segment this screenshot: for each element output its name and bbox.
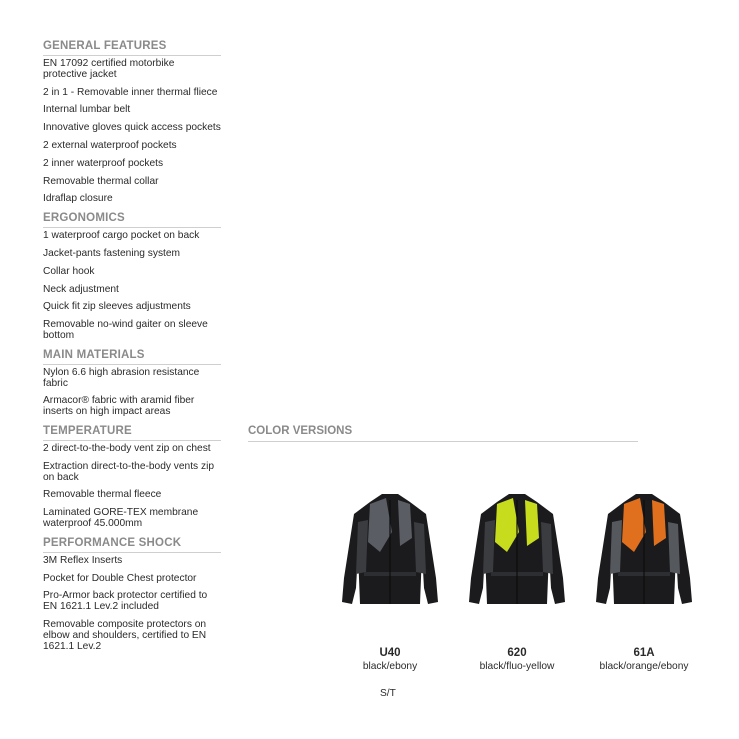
size-label: S/T [380, 688, 396, 699]
section-title: ERGONOMICS [43, 212, 221, 228]
section-temperature [43, 425, 221, 530]
variant-code: 620 [507, 647, 527, 659]
spec-item: Pro-Armor back protector certified to EN 1621.1 Lev.2 included [43, 590, 208, 613]
spec-item: 2 external waterproof pockets [43, 139, 177, 151]
section-general-features [43, 40, 221, 205]
section-performance-shock [43, 537, 221, 653]
section-title: GENERAL FEATURES [43, 40, 221, 56]
spec-item: Collar hook [43, 265, 95, 277]
section-ergonomics [43, 212, 221, 342]
spec-item: Removable composite protectors on elbow and shoulders, certified to EN 1621.1 Lev.2 [43, 618, 207, 652]
spec-item: 2 inner waterproof pockets [43, 157, 164, 169]
spec-item: Internal lumbar belt [43, 104, 131, 116]
jacket-image [340, 492, 440, 610]
spec-item: Removable thermal collar [43, 175, 159, 187]
variant-color-name: black/orange/ebony [599, 661, 689, 672]
color-variant [584, 492, 704, 673]
color-variant [330, 492, 450, 673]
spec-item: Laminated GORE-TEX membrane waterproof 45.000mm [43, 507, 199, 529]
spec-item: Removable thermal fleece [43, 489, 162, 501]
spec-item: Extraction direct-to-the-body vents zip on back [43, 460, 214, 483]
spec-item: EN 17092 certified motorbike protective jacket [43, 58, 175, 80]
section-title: PERFORMANCE SHOCK [43, 537, 221, 553]
spec-item: 2 in 1 - Removable inner thermal fliece [43, 86, 218, 98]
variant-code: U40 [379, 647, 401, 659]
color-variant [457, 492, 577, 673]
color-versions-title: COLOR VERSIONS [248, 425, 638, 442]
variant-color-name: black/fluo-yellow [479, 661, 555, 672]
spec-item: 1 waterproof cargo pocket on back [43, 230, 200, 242]
spec-item: Armacor® fabric with aramid fiber inserts on high impact areas [43, 395, 195, 418]
spec-item: Quick fit zip sleeves adjustments [43, 301, 191, 313]
section-main-materials [43, 349, 221, 418]
spec-item: Nylon 6.6 high abrasion resistance fabric [43, 366, 200, 389]
spec-item: Idraflap closure [43, 193, 113, 205]
spec-list [43, 40, 221, 659]
spec-item: Pocket for Double Chest protector [43, 572, 197, 584]
jacket-image [467, 492, 567, 610]
spec-item: Removable no-wind gaiter on sleeve bottom [43, 319, 208, 341]
variant-color-name: black/ebony [362, 661, 418, 672]
spec-item: Neck adjustment [43, 283, 119, 295]
jacket-image [594, 492, 694, 610]
section-title: MAIN MATERIALS [43, 349, 221, 365]
spec-item: 2 direct-to-the-body vent zip on chest [43, 442, 211, 454]
variant-code: 61A [633, 647, 655, 659]
spec-item: 3M Reflex Inserts [43, 554, 123, 566]
section-title: TEMPERATURE [43, 425, 221, 441]
spec-item: Innovative gloves quick access pockets [43, 122, 221, 134]
spec-item: Jacket-pants fastening system [43, 247, 181, 259]
